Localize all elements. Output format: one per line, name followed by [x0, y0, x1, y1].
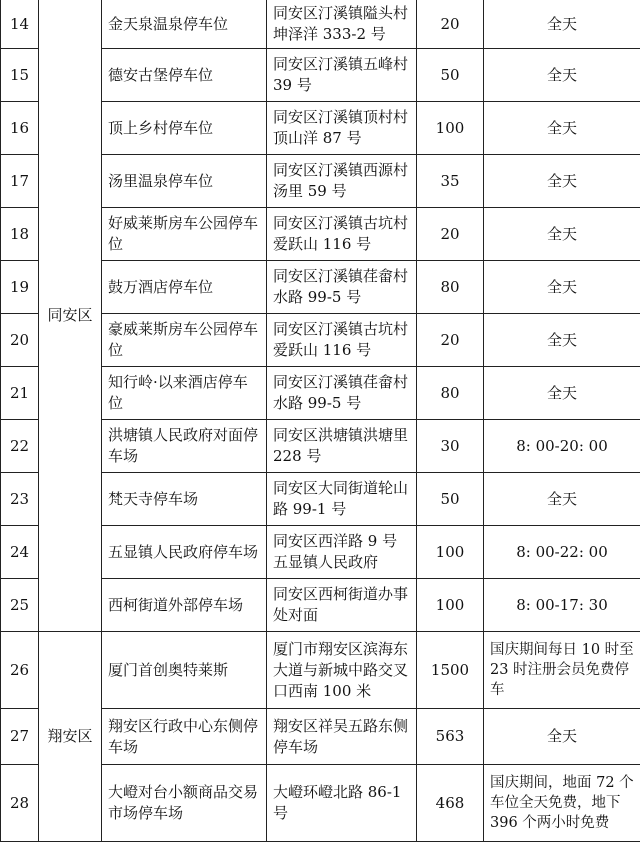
- parking-spaces: 20: [417, 0, 484, 49]
- parking-name: 知行岭·以来酒店停车位: [102, 367, 267, 420]
- parking-name: 顶上乡村停车位: [102, 102, 267, 155]
- parking-spaces: 80: [417, 367, 484, 420]
- row-number: 21: [1, 367, 39, 420]
- parking-address: 翔安区祥吴五路东侧停车场: [267, 709, 417, 765]
- table-row: [1, 0, 640, 49]
- parking-address: 同安区西柯街道办事处对面: [267, 579, 417, 632]
- open-hours: 全天: [484, 314, 640, 367]
- parking-spaces: 100: [417, 102, 484, 155]
- open-hours: 国庆期间每日 10 时至 23 时注册会员免费停车: [484, 632, 640, 709]
- parking-spaces: 563: [417, 709, 484, 765]
- parking-name: 西柯街道外部停车场: [102, 579, 267, 632]
- parking-name: 梵天寺停车场: [102, 473, 267, 526]
- open-hours: 全天: [484, 473, 640, 526]
- open-hours: 全天: [484, 102, 640, 155]
- parking-name: 豪威莱斯房车公园停车位: [102, 314, 267, 367]
- parking-name: 大嶝对台小额商品交易市场停车场: [102, 765, 267, 842]
- parking-name: 洪塘镇人民政府对面停车场: [102, 420, 267, 473]
- row-number: 27: [1, 709, 39, 765]
- row-number: 26: [1, 632, 39, 709]
- parking-spaces: 30: [417, 420, 484, 473]
- parking-name: 德安古堡停车位: [102, 49, 267, 102]
- open-hours: 8: 00-17: 30: [484, 579, 640, 632]
- parking-spaces: 50: [417, 473, 484, 526]
- row-number: 18: [1, 208, 39, 261]
- row-number: 15: [1, 49, 39, 102]
- row-number: 19: [1, 261, 39, 314]
- parking-name: 鼓万酒店停车位: [102, 261, 267, 314]
- parking-name: 厦门首创奥特莱斯: [102, 632, 267, 709]
- row-number: 23: [1, 473, 39, 526]
- open-hours: 国庆期间，地面 72 个车位全天免费，地下 396 个两小时免费: [484, 765, 640, 842]
- parking-name: 翔安区行政中心东侧停车场: [102, 709, 267, 765]
- parking-name: 汤里温泉停车位: [102, 155, 267, 208]
- parking-spaces: 468: [417, 765, 484, 842]
- row-number: 24: [1, 526, 39, 579]
- open-hours: 全天: [484, 155, 640, 208]
- table-row: [1, 632, 640, 709]
- district-cell-xiangan: 翔安区: [39, 632, 102, 842]
- parking-address: 大嶝环嶝北路 86-1 号: [267, 765, 417, 842]
- parking-spaces: 20: [417, 314, 484, 367]
- parking-spaces: 1500: [417, 632, 484, 709]
- row-number: 17: [1, 155, 39, 208]
- open-hours: 全天: [484, 49, 640, 102]
- parking-address: 同安区汀溪镇五峰村 39 号: [267, 49, 417, 102]
- district-cell-tongan: 同安区: [39, 0, 102, 632]
- parking-address: 同安区汀溪镇古坑村爱跃山 116 号: [267, 208, 417, 261]
- parking-name: 好威莱斯房车公园停车位: [102, 208, 267, 261]
- parking-address: 同安区汀溪镇古坑村爱跃山 116 号: [267, 314, 417, 367]
- open-hours: 8: 00-22: 00: [484, 526, 640, 579]
- parking-spaces: 100: [417, 579, 484, 632]
- open-hours: 全天: [484, 261, 640, 314]
- parking-address: 同安区洪塘镇洪塘里 228 号: [267, 420, 417, 473]
- parking-address: 厦门市翔安区滨海东大道与新城中路交叉口西南 100 米: [267, 632, 417, 709]
- parking-address: 同安区汀溪镇隘头村坤泽洋 333-2 号: [267, 0, 417, 49]
- open-hours: 全天: [484, 367, 640, 420]
- open-hours: 8: 00-20: 00: [484, 420, 640, 473]
- parking-spaces: 100: [417, 526, 484, 579]
- parking-spaces: 20: [417, 208, 484, 261]
- parking-spaces: 80: [417, 261, 484, 314]
- open-hours: 全天: [484, 709, 640, 765]
- parking-spaces: 35: [417, 155, 484, 208]
- parking-name: 金天泉温泉停车位: [102, 0, 267, 49]
- parking-address: 同安区汀溪镇西源村汤里 59 号: [267, 155, 417, 208]
- open-hours: 全天: [484, 208, 640, 261]
- parking-address: 同安区汀溪镇荏畲村水路 99-5 号: [267, 261, 417, 314]
- parking-spaces: 50: [417, 49, 484, 102]
- parking-name: 五显镇人民政府停车场: [102, 526, 267, 579]
- row-number: 14: [1, 0, 39, 49]
- row-number: 16: [1, 102, 39, 155]
- parking-address: 同安区汀溪镇顶村村顶山洋 87 号: [267, 102, 417, 155]
- row-number: 28: [1, 765, 39, 842]
- parking-address: 同安区西洋路 9 号五显镇人民政府: [267, 526, 417, 579]
- open-hours: 全天: [484, 0, 640, 49]
- parking-address: 同安区汀溪镇荏畲村水路 99-5 号: [267, 367, 417, 420]
- parking-address: 同安区大同街道轮山路 99-1 号: [267, 473, 417, 526]
- row-number: 20: [1, 314, 39, 367]
- row-number: 25: [1, 579, 39, 632]
- row-number: 22: [1, 420, 39, 473]
